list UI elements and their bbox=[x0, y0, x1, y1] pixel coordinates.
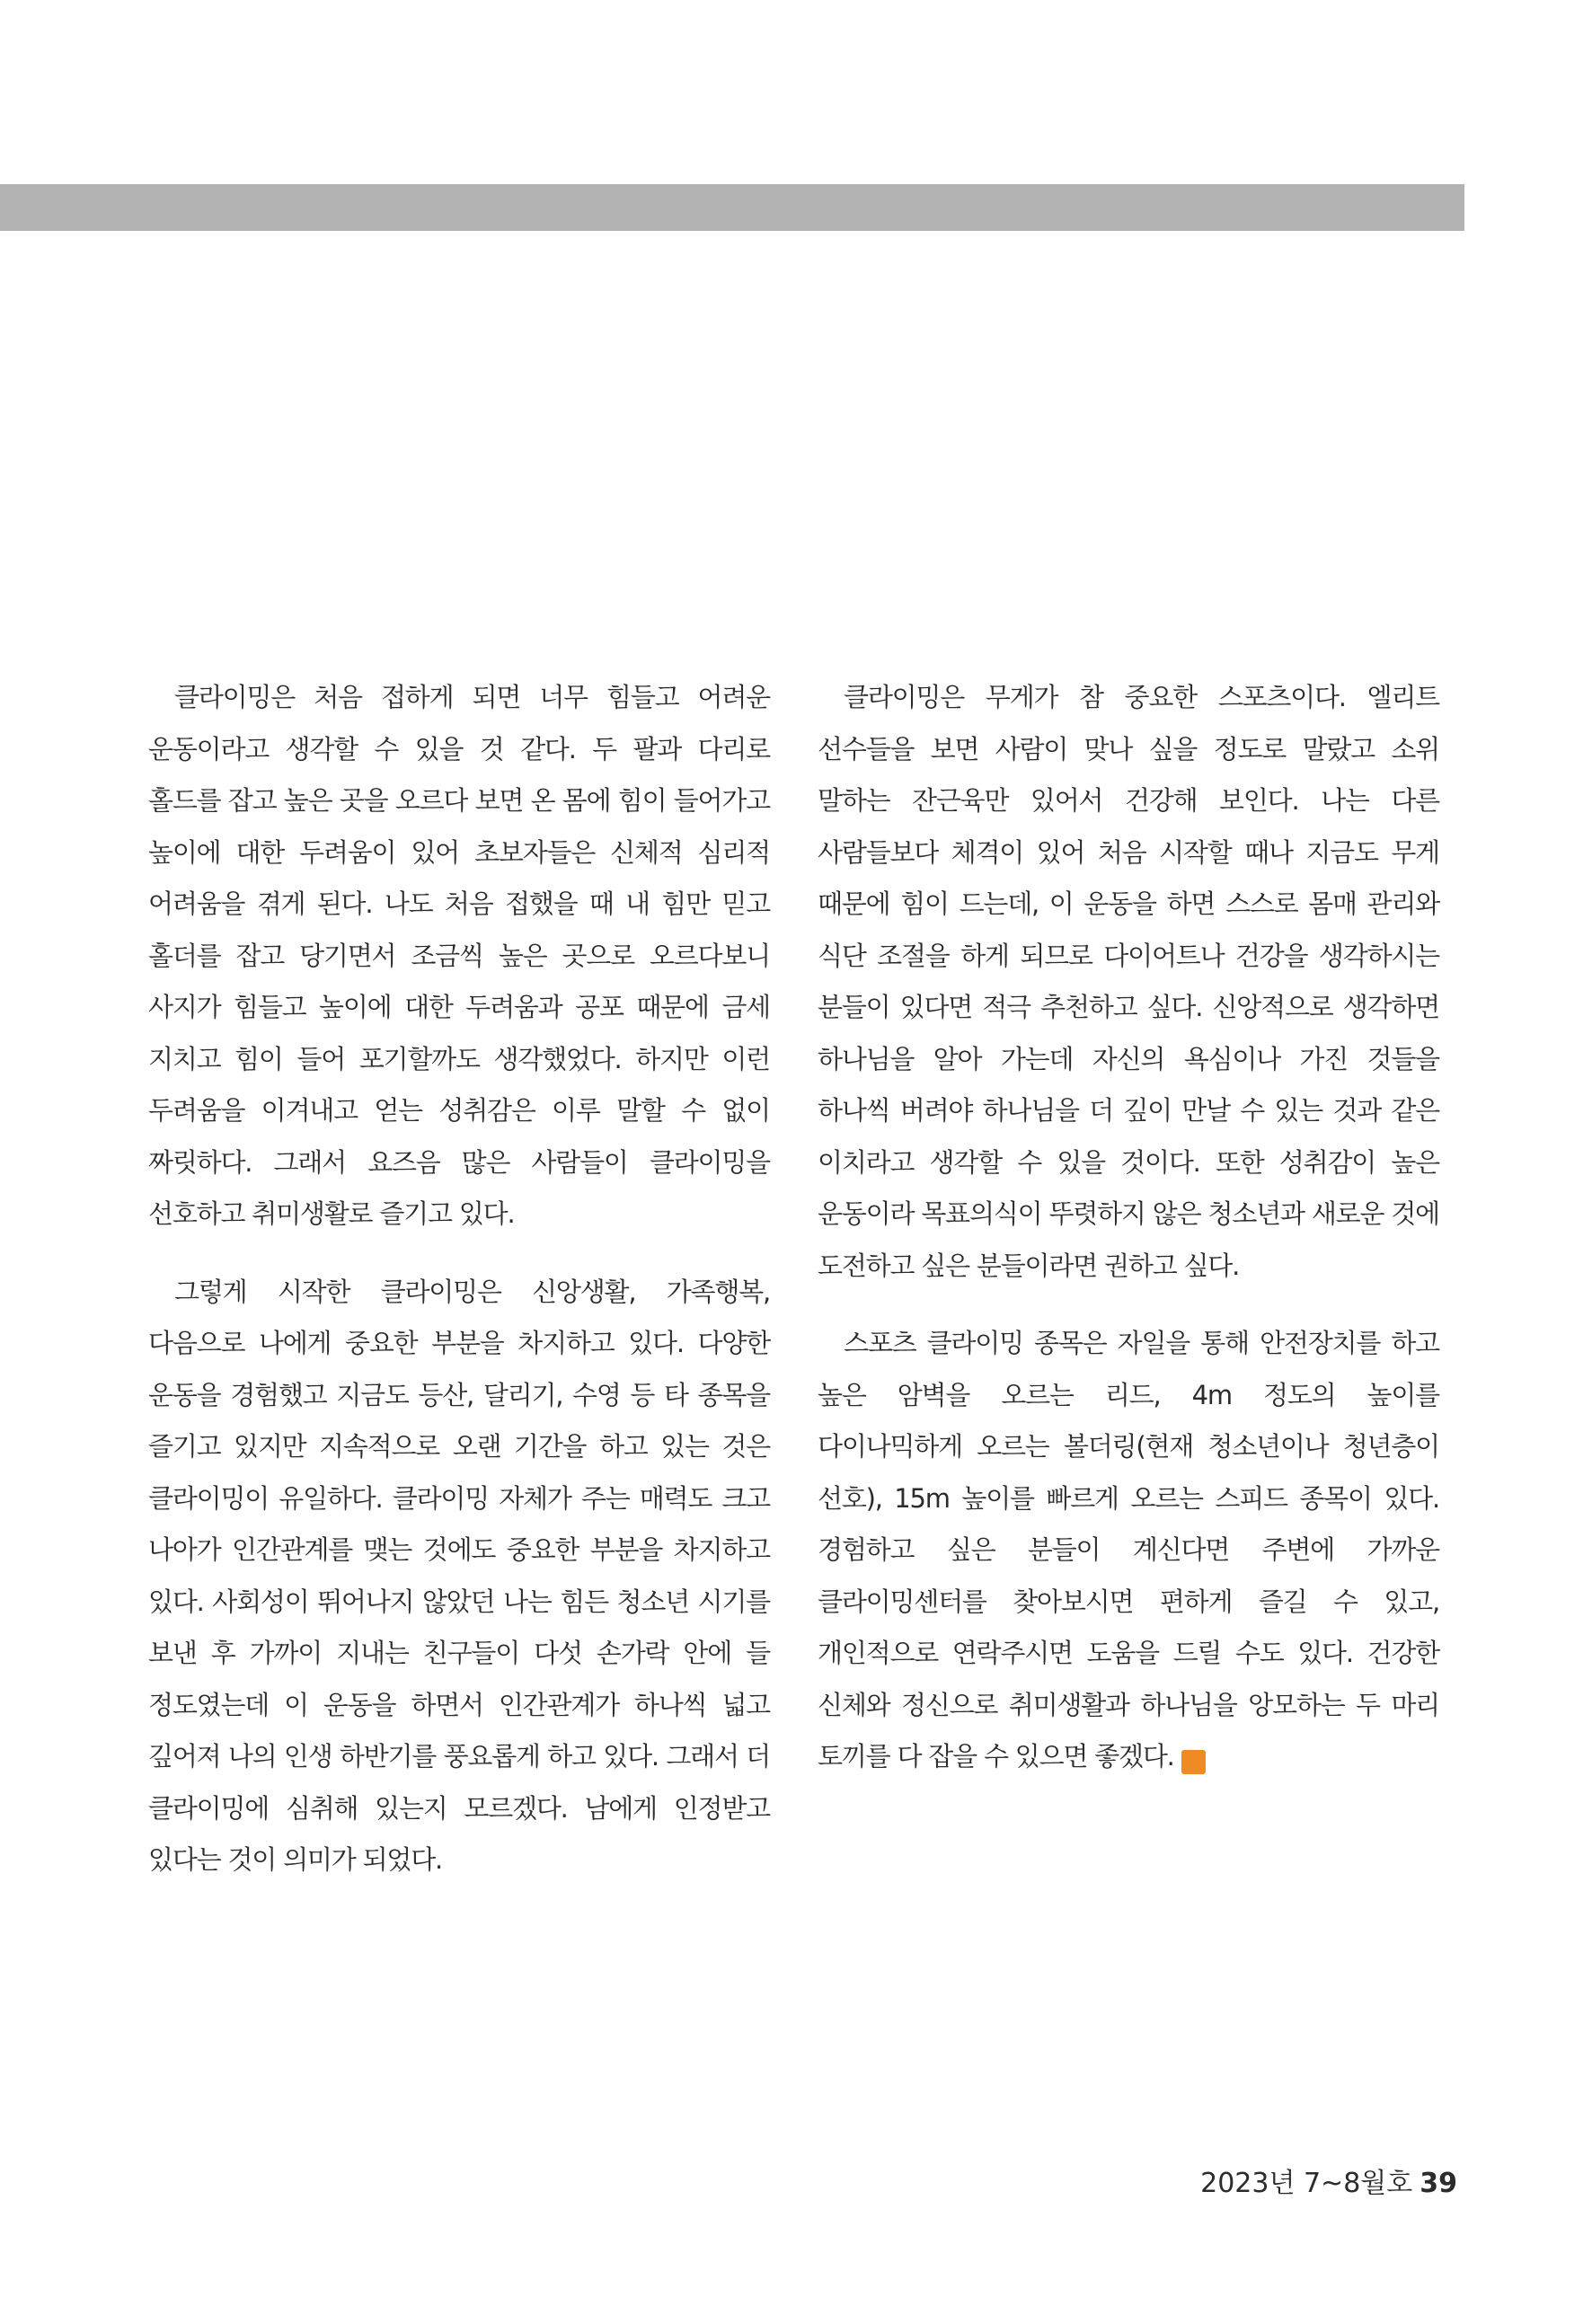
header-bar bbox=[0, 184, 1464, 231]
paragraph-text: 스포츠 클라이밍 종목은 자일을 통해 안전장치를 하고 높은 암벽을 오르는 리드, 4m 정도의 높이를 다이나믹하게 오르는 볼더링(현재 청소년이나 청년층이 선호), 15m 높이를 빠르게 오르는 스피드 종목이 있다. 경험하고 싶은 분들이 계신다면 주변에 가까운 클라이밍센터를 찾아보시면 편하게 즐길 수 있고, 개인적으로 연락주시면 도움을 드릴 수도 있다. 건강한 신체와 정신으로 취미생활과 하나님을 앙모하는 두 마리 토끼를 다 잡을 수 있으면 좋겠다. bbox=[818, 1328, 1439, 1772]
end-mark-icon: N bbox=[1181, 1750, 1206, 1774]
paragraph-last bbox=[818, 1318, 1439, 1783]
page-footer bbox=[1200, 2161, 1457, 2200]
left-column bbox=[148, 672, 770, 1913]
issue-label: 2023년 7~8월호 bbox=[1200, 2168, 1413, 2199]
page-number: 39 bbox=[1420, 2168, 1457, 2199]
paragraph: 클라이밍은 무게가 참 중요한 스포츠이다. 엘리트 선수들을 보면 사람이 맞나 싶을 정도로 말랐고 소위 말하는 잔근육만 있어서 건강해 보인다. 나는 다른 사람들보다 체격이 있어 처음 시작할 때나 지금도 무게 때문에 힘이 드는데, 이 운동을 하면 스스로 몸매 관리와 식단 조절을 하게 되므로 다이어트나 건강을 생각하시는 분들이 있다면 적극 추천하고 싶다. 신앙적으로 생각하면 하나님을 알아 가는데 자신의 욕심이나 가진 것들을 하나씩 버려야 하나님을 더 깊이 만날 수 있는 것과 같은 이치라고 생각할 수 있을 것이다. 또한 성취감이 높은 운동이라 목표의식이 뚜렷하지 않은 청소년과 새로운 것에 도전하고 싶은 분들이라면 권하고 싶다. bbox=[818, 682, 1439, 1281]
paragraph: 그렇게 시작한 클라이밍은 신앙생활, 가족행복, 다음으로 나에게 중요한 부분을 차지하고 있다. 다양한 운동을 경험했고 지금도 등산, 달리기, 수영 등 타 종목을 즐기고 있지만 지속적으로 오랜 기간을 하고 있는 것은 클라이밍이 유일하다. 클라이밍 자체가 주는 매력도 크고 나아가 인간관계를 맺는 것에도 중요한 부분을 차지하고 있다. 사회성이 뛰어나지 않았던 나는 힘든 청소년 시기를 보낸 후 가까이 지내는 친구들이 다섯 손가락 안에 들 정도였는데 이 운동을 하면서 인간관계가 하나씩 넓고 깊어져 나의 인생 하반기를 풍요롭게 하고 있다. 그래서 더 클라이밍에 심취해 있는지 모르겠다. 남에게 인정받고 있다는 것이 의미가 되었다. bbox=[148, 1276, 770, 1875]
right-column bbox=[818, 672, 1439, 1809]
paragraph: 클라이밍은 처음 접하게 되면 너무 힘들고 어려운 운동이라고 생각할 수 있을 것 같다. 두 팔과 다리로 홀드를 잡고 높은 곳을 오르다 보면 온 몸에 힘이 들어가고 높이에 대한 두려움이 있어 초보자들은 신체적 심리적 어려움을 겪게 된다. 나도 처음 접했을 때 내 힘만 믿고 홀더를 잡고 당기면서 조금씩 높은 곳으로 오르다보니 사지가 힘들고 높이에 대한 두려움과 공포 때문에 금세 지치고 힘이 들어 포기할까도 생각했었다. 하지만 이런 두려움을 이겨내고 얻는 성취감은 이루 말할 수 없이 짜릿하다. 그래서 요즈음 많은 사람들이 클라이밍을 선호하고 취미생활로 즐기고 있다. bbox=[148, 682, 770, 1229]
